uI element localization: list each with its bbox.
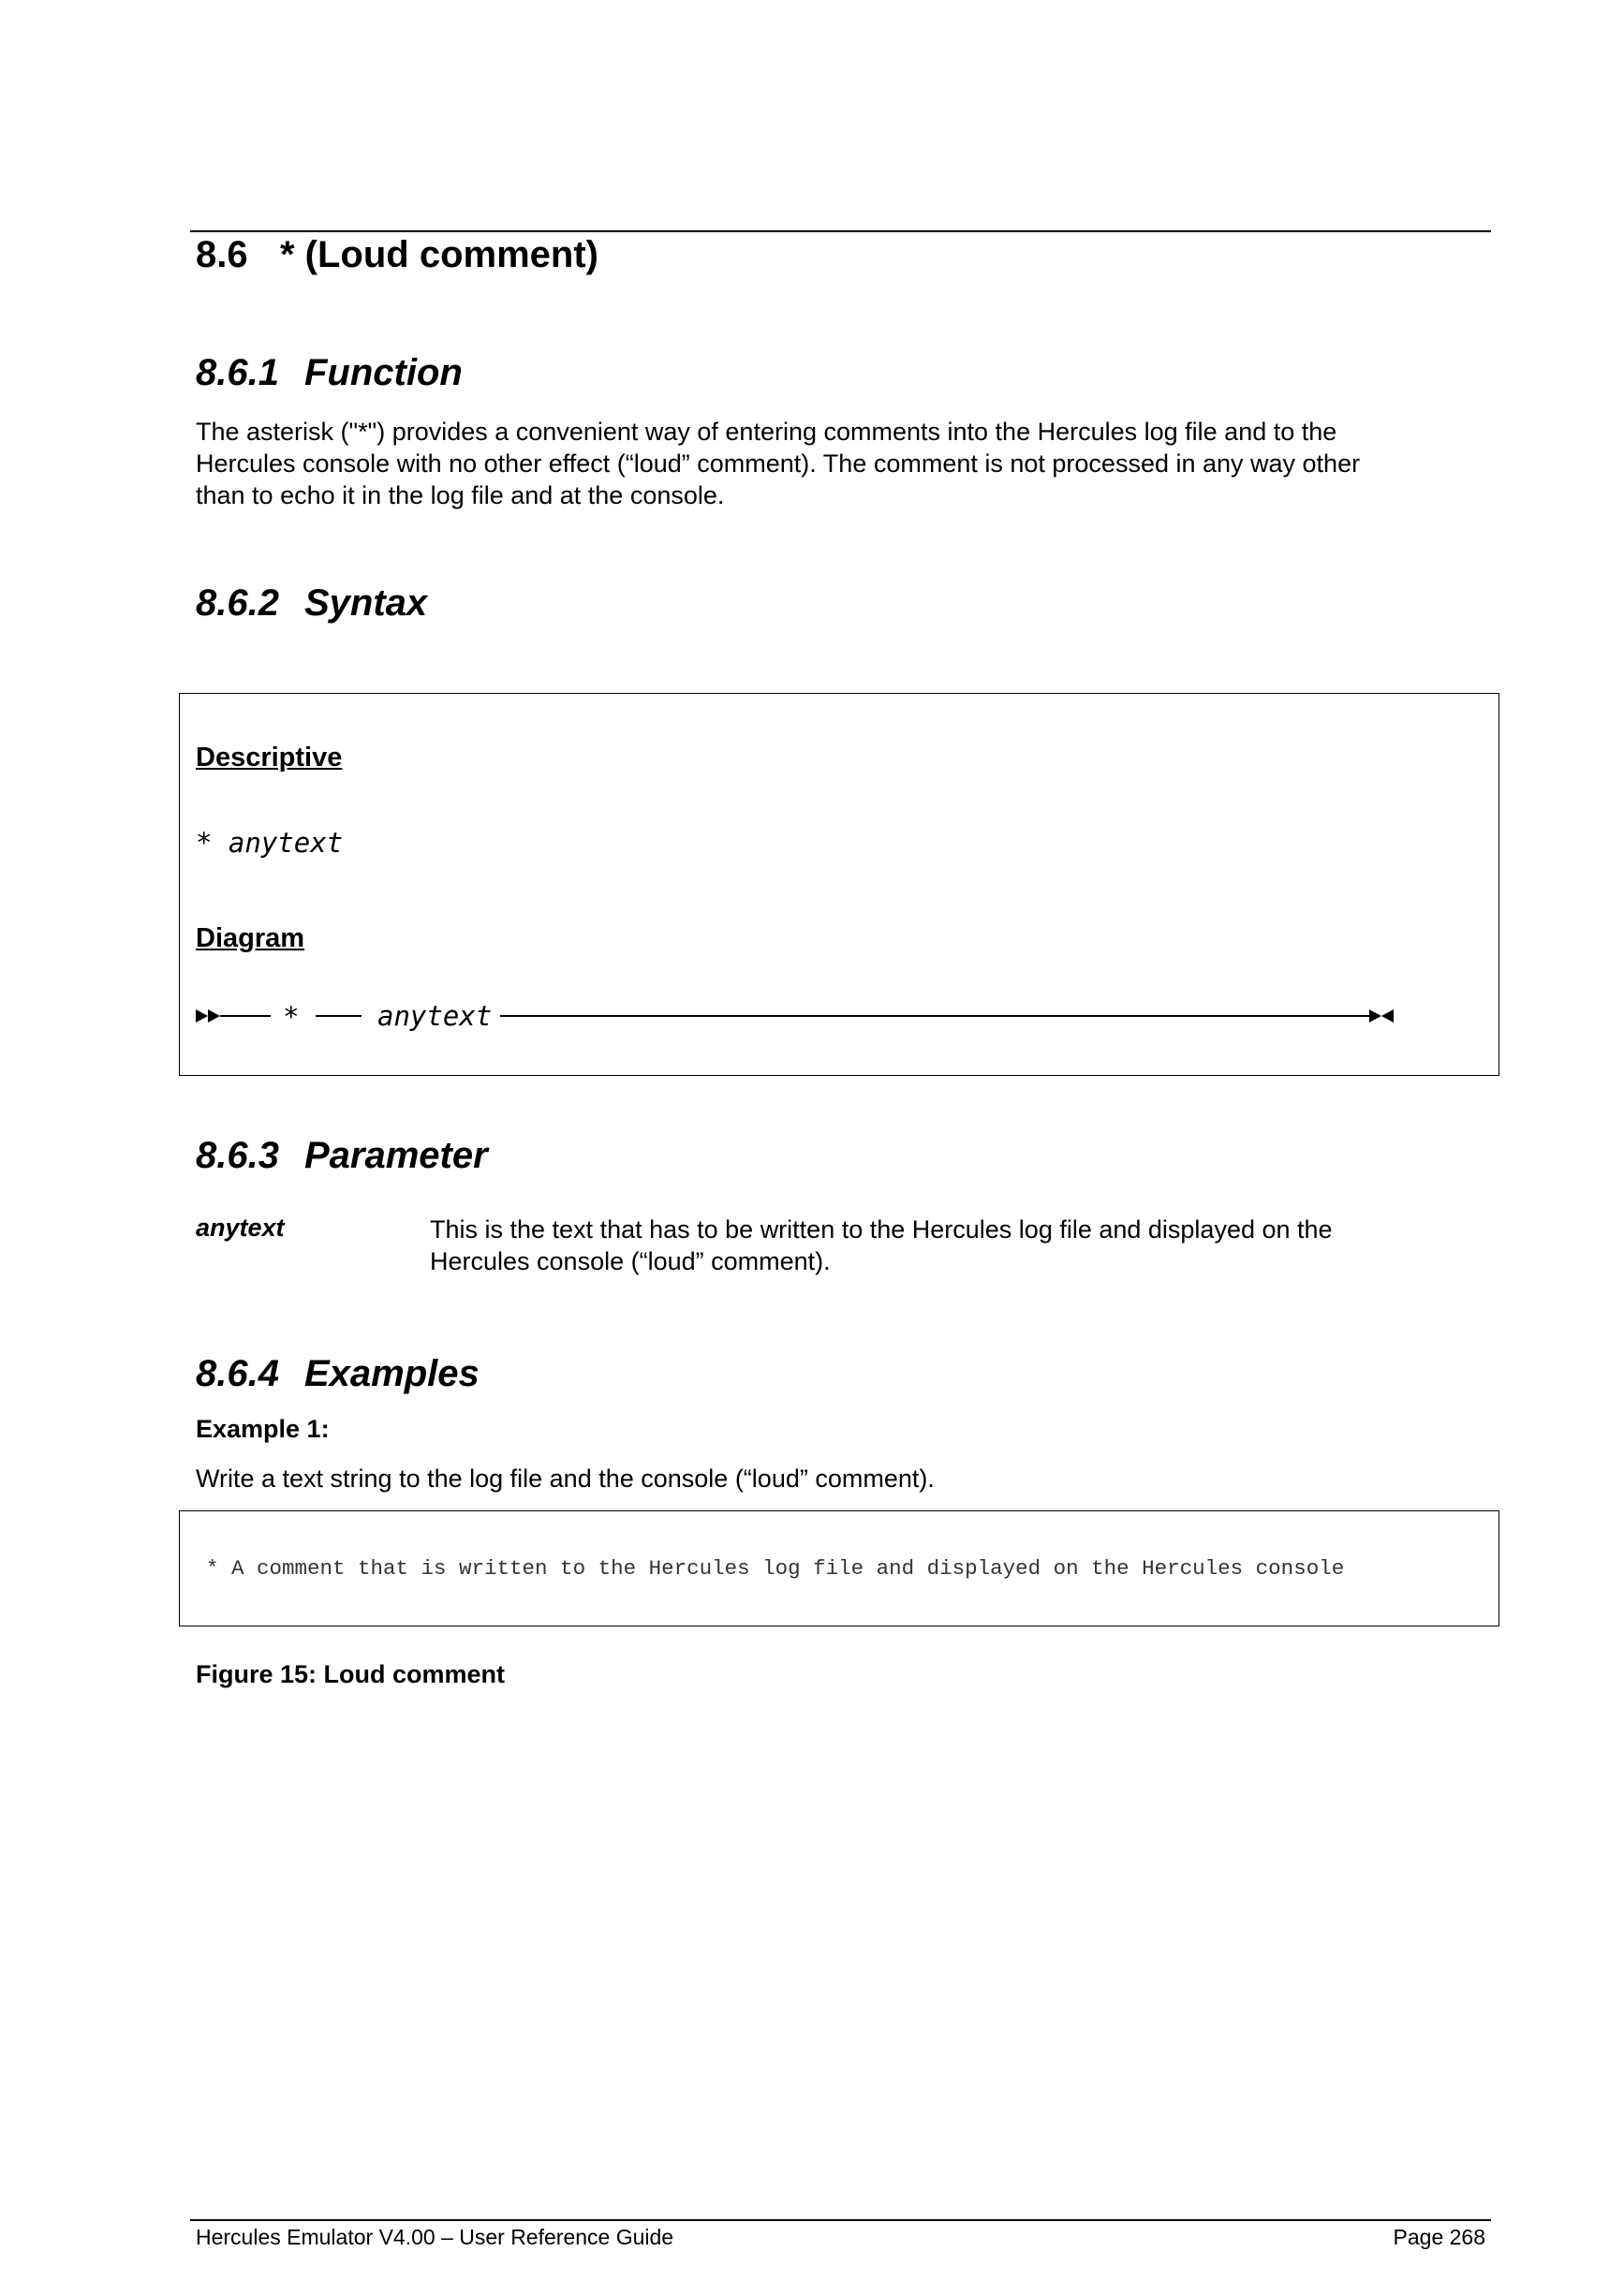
syntax-number: 8.6.2: [196, 582, 279, 624]
parameter-number: 8.6.3: [196, 1135, 279, 1176]
code-box: [179, 1510, 1499, 1626]
footer-rule: [190, 2219, 1491, 2221]
parameter-name: anytext: [196, 1214, 285, 1242]
function-heading: [196, 352, 463, 394]
examples-title: Examples: [304, 1353, 480, 1394]
top-rule: [190, 230, 1491, 232]
parameter-desc-line: Hercules console (“loud” comment).: [430, 1247, 831, 1275]
syntax-title: Syntax: [304, 582, 428, 624]
section-heading: [196, 234, 598, 276]
parameter-description: [430, 1214, 1498, 1277]
figure-caption: Figure 15: Loud comment: [196, 1660, 506, 1688]
section-title: * (Loud comment): [280, 234, 598, 275]
code-line: * A comment that is written to the Hercules log file and displayed on the Hercules console: [206, 1556, 1345, 1581]
start-arrow-icon: [196, 1009, 208, 1023]
function-line: than to echo it in the log file and at the console.: [196, 481, 725, 509]
examples-number: 8.6.4: [196, 1353, 279, 1394]
function-number: 8.6.1: [196, 352, 279, 393]
example-label: Example 1:: [196, 1415, 330, 1443]
parameter-desc-line: This is the text that has to be written to the Hercules log file and displayed on the: [430, 1215, 1333, 1244]
function-title: Function: [304, 352, 463, 393]
parameter-heading: [196, 1135, 488, 1177]
syntax-box: [179, 693, 1499, 1076]
parameter-title: Parameter: [304, 1135, 488, 1176]
diagram-star: *: [283, 1001, 300, 1033]
descriptive-label: Descriptive: [196, 743, 343, 773]
example-description: Write a text string to the log file and the console (“loud” comment).: [196, 1464, 935, 1493]
examples-heading: [196, 1353, 480, 1395]
end-arrow-icon: [1381, 1009, 1394, 1023]
railroad-diagram: [180, 995, 1499, 1042]
end-arrow-icon: [1369, 1009, 1381, 1023]
function-paragraph: [196, 416, 1498, 511]
syntax-heading: [196, 582, 427, 625]
section-number: 8.6: [196, 234, 248, 275]
diagram-operand: anytext: [377, 1000, 493, 1032]
footer-title: Hercules Emulator V4.00 – User Reference Guide: [196, 2225, 674, 2249]
function-line: The asterisk ("*") provides a convenient way of entering comments into the Hercules log file and to the: [196, 418, 1337, 446]
diagram-label: Diagram: [196, 923, 305, 953]
function-line: Hercules console with no other effect (“loud” comment). The comment is not processed in any way other: [196, 449, 1361, 478]
start-arrow-icon: [208, 1009, 220, 1023]
descriptive-syntax: * anytext: [196, 827, 344, 859]
footer-page-number: Page 268: [1393, 2225, 1485, 2249]
